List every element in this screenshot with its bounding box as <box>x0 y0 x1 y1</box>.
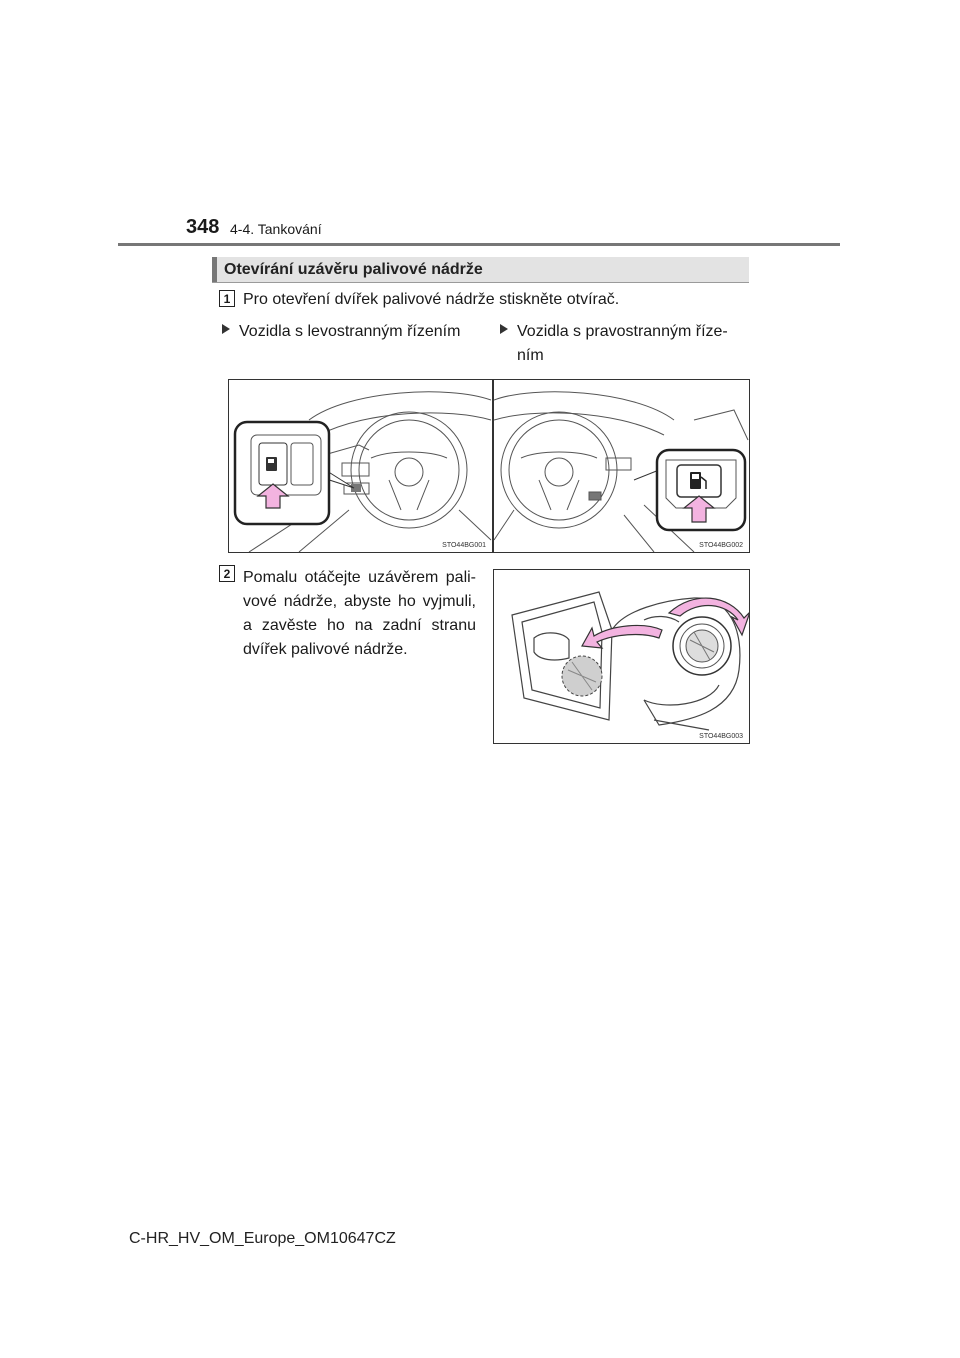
triangle-bullet-icon <box>222 324 230 334</box>
figure-lhd-dashboard <box>228 379 493 553</box>
section-title: Otevírání uzávěru palivové nádrže <box>224 261 483 278</box>
lhd-dashboard-illustration <box>229 380 492 552</box>
rhd-label <box>500 320 747 368</box>
footer-doc-id: C-HR_HV_OM_Europe_OM10647CZ <box>129 1230 396 1247</box>
header-rule <box>118 243 840 246</box>
step-2-text: Pomalu otáčejte uzávěrem pali-vové nádrže, abyste ho vyjmuli, a zavěste ho na zadní stranu dvířek palivové nádrže. <box>243 569 476 658</box>
section-accent <box>212 257 217 282</box>
figure-code: STO44BG002 <box>699 542 743 549</box>
section-heading <box>212 257 749 283</box>
step-2-badge: 2 <box>219 565 235 582</box>
lhd-label-text: Vozidla s levostranným řízením <box>239 323 461 340</box>
rhd-label-text-2: ním <box>517 347 544 364</box>
triangle-bullet-icon <box>500 324 508 334</box>
step-1-badge: 1 <box>219 290 235 307</box>
step-1-text: Pro otevření dvířek palivové nádrže stiskněte otvírač. <box>243 291 620 308</box>
figure-code: STO44BG003 <box>699 733 743 740</box>
rhd-label-text-1: Vozidla s pravostranným říze- <box>517 323 728 340</box>
rhd-dashboard-illustration <box>494 380 749 552</box>
figure-code: STO44BG001 <box>442 542 486 549</box>
figure-fuel-cap <box>493 569 750 744</box>
fuel-cap-illustration <box>494 570 749 743</box>
lhd-label <box>222 320 482 344</box>
page-number: 348 <box>186 216 220 238</box>
section-label: 4-4. Tankování <box>230 221 322 237</box>
figure-rhd-dashboard <box>493 379 750 553</box>
